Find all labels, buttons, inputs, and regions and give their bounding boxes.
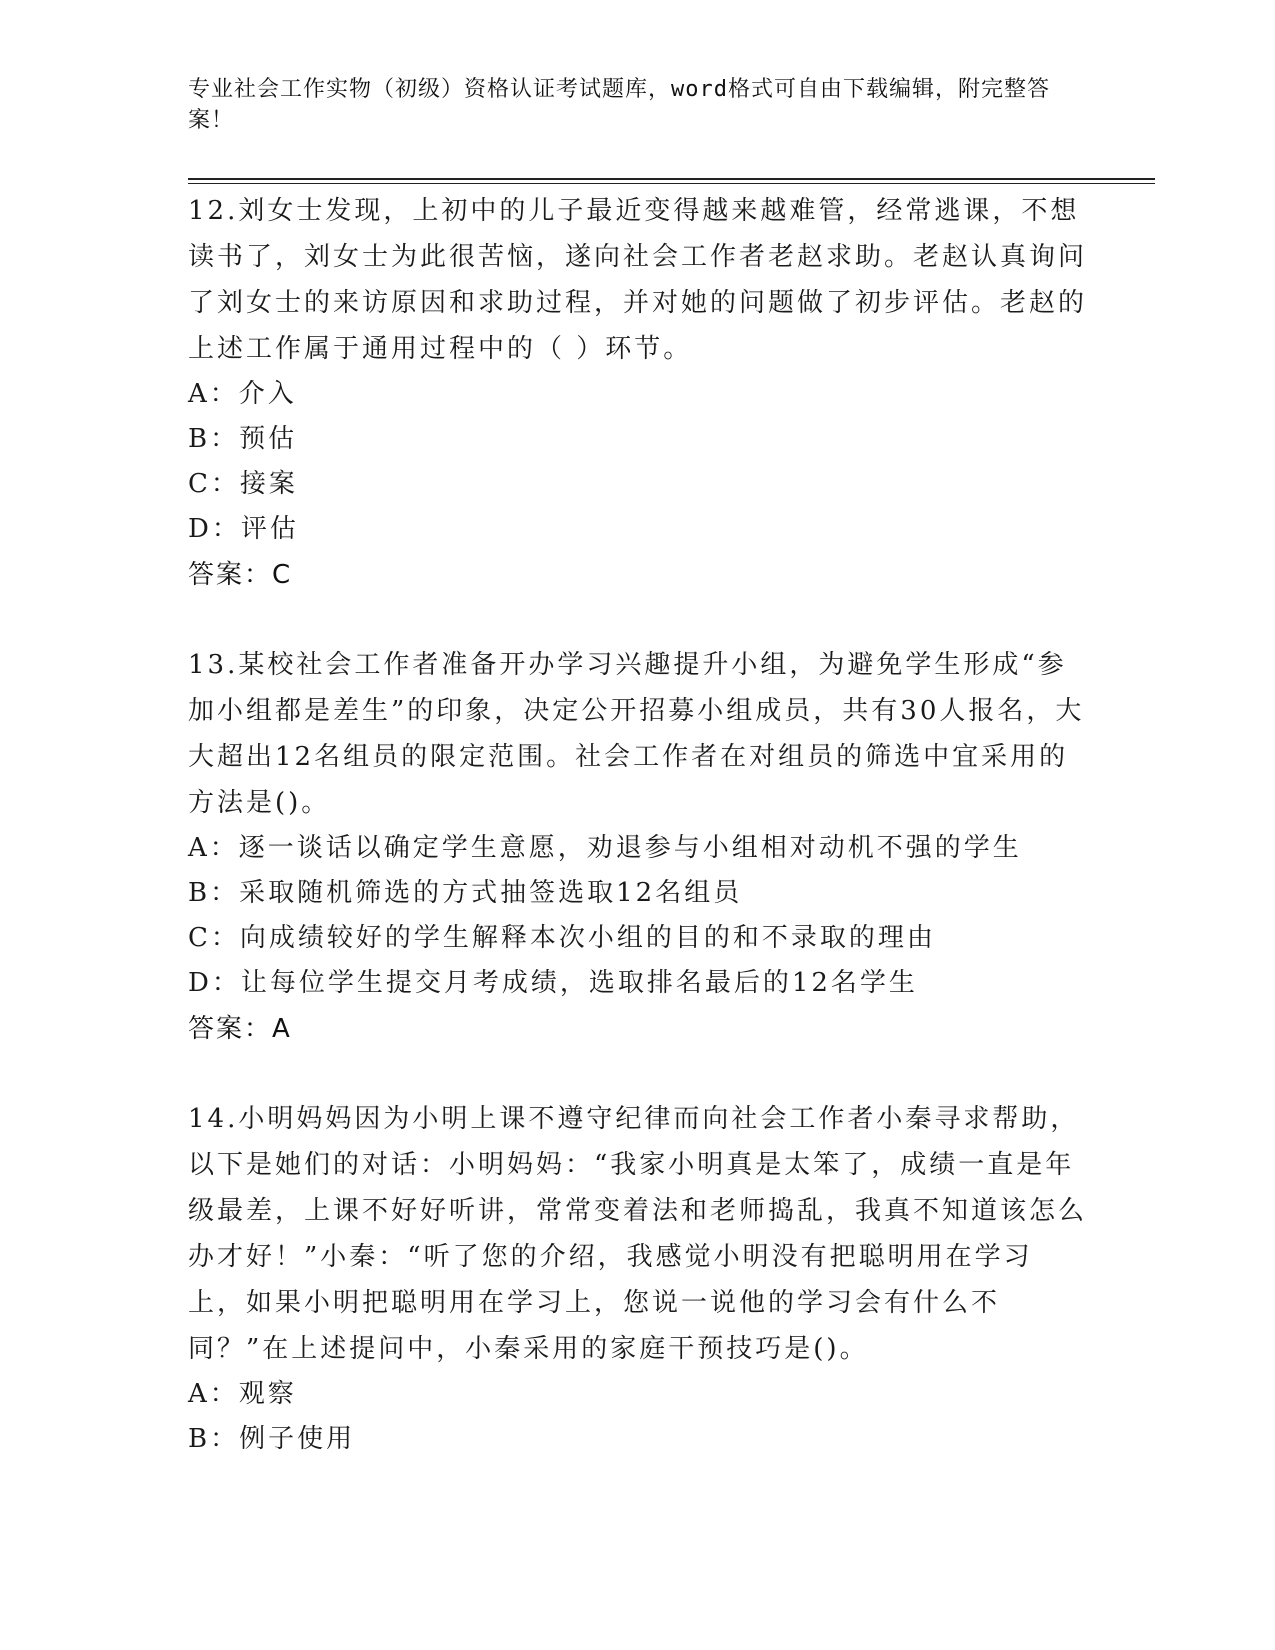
option-a: A：介入 [188,379,297,409]
option-a: A：观察 [188,1379,297,1409]
question-12 [188,188,1088,598]
option-c: C：接案 [188,469,298,499]
option-d: D：评估 [188,514,299,544]
option-c: C：向成绩较好的学生解释本次小组的目的和不录取的理由 [188,923,936,953]
question-stem: 12.刘女士发现，上初中的儿子最近变得越来越难管，经常逃课，不想读书了，刘女士为此很苦恼，遂向社会工作者老赵求助。老赵认真询问了刘女士的来访原因和求助过程，并对她的问题做了初步评估。老赵的上述工作属于通用过程中的（ ）环节。 [188,196,1088,364]
page-header: 专业社会工作实物（初级）资格认证考试题库，word格式可自由下载编辑，附完整答案！ [188,77,1050,133]
option-a: A：逐一谈话以确定学生意愿，劝退参与小组相对动机不强的学生 [188,833,1022,863]
question-13 [188,642,1088,1052]
question-stem: 14.小明妈妈因为小明上课不遵守纪律而向社会工作者小秦寻求帮助，以下是她们的对话：小明妈妈：“我家小明真是太笨了，成绩一直是年级最差，上课不好好听讲，常常变着法和老师捣乱，我真不知道该怎么办才好！”小秦：“听了您的介绍，我感觉小明没有把聪明用在学习上，如果小明把聪明用在学习上，您说一说他的学习会有什么不同？”在上述提问中，小秦采用的家庭干预技巧是()。 [188,1104,1088,1364]
option-b: B：采取随机筛选的方式抽签选取12名组员 [188,878,743,908]
question-14 [188,1096,1088,1462]
answer-line: 答案：A [188,1014,292,1044]
option-b: B：例子使用 [188,1424,356,1454]
option-d: D：让每位学生提交月考成绩，选取排名最后的12名学生 [188,968,918,998]
question-stem: 13.某校社会工作者准备开办学习兴趣提升小组，为避免学生形成“参加小组都是差生”的印象，决定公开招募小组成员，共有30人报名，大大超出12名组员的限定范围。社会工作者在对组员的筛选中宜采用的方法是()。 [188,650,1085,818]
header-divider-thin [188,183,1155,184]
option-b: B：预估 [188,424,298,454]
header-divider [188,178,1155,180]
answer-line: 答案：C [188,560,293,590]
